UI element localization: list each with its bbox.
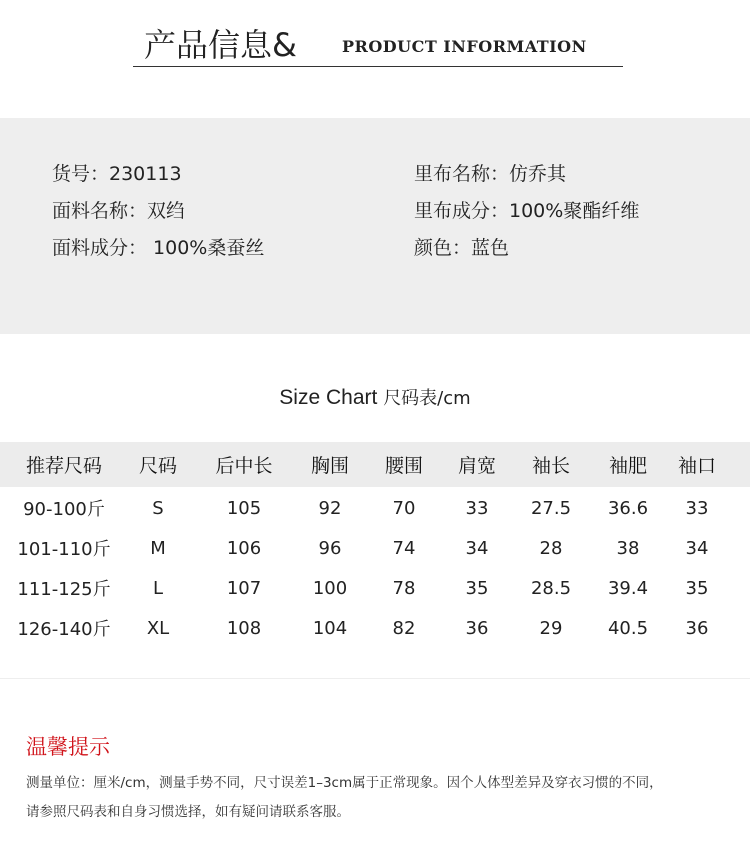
- size-chart-title: [0, 384, 750, 410]
- table-row: [0, 487, 750, 527]
- size-chart-title-en: Size Chart: [279, 386, 378, 409]
- table-cell: 108: [226, 617, 262, 639]
- info-item-lining-name: 里布名称：仿乔其: [414, 163, 567, 185]
- table-row: [0, 527, 750, 567]
- table-cell: 111-125斤: [17, 579, 111, 600]
- table-cell: S: [152, 497, 164, 519]
- table-cell: 104: [312, 617, 348, 639]
- table-cell: 40.5: [607, 617, 649, 639]
- header-cell-cuff: 袖口: [677, 455, 716, 477]
- table-cell: 36: [465, 617, 489, 639]
- table-cell: 101-110斤: [17, 539, 111, 560]
- header-cell-size: 尺码: [138, 455, 177, 477]
- header-cell-recommended: 推荐尺码: [25, 455, 102, 477]
- table-cell: 39.4: [607, 577, 649, 599]
- page-header: [0, 0, 750, 118]
- product-info-panel: [0, 118, 750, 334]
- header-cell-sleeve-length: 袖长: [531, 455, 570, 477]
- table-cell: 107: [226, 577, 262, 599]
- table-cell: 106: [226, 537, 262, 559]
- table-cell: L: [152, 577, 164, 599]
- header-cell-sleeve-width: 袖肥: [608, 455, 647, 477]
- table-cell: 74: [392, 537, 416, 559]
- section-divider: [0, 678, 750, 679]
- table-cell: 35: [685, 577, 709, 599]
- header-cell-shoulder: 肩宽: [457, 455, 496, 477]
- info-item-fabric-name: 面料名称：双绉: [52, 200, 186, 222]
- table-row: [0, 607, 750, 647]
- header-cell-back-length: 后中长: [215, 455, 273, 477]
- table-cell: 92: [318, 497, 342, 519]
- info-item-color: 颜色：蓝色: [414, 237, 510, 259]
- info-column-right: [414, 161, 639, 272]
- table-cell: 28.5: [530, 577, 572, 599]
- table-cell: 100: [312, 577, 348, 599]
- header-underline: [133, 66, 623, 67]
- table-cell: 90-100斤: [23, 499, 105, 520]
- table-cell: 36.6: [607, 497, 649, 519]
- header-cell-waist: 腰围: [384, 455, 423, 477]
- page-title: 产品信息&: [144, 26, 297, 64]
- size-chart-title-cn: 尺码表/cm: [383, 388, 471, 409]
- table-cell: 27.5: [530, 497, 572, 519]
- table-cell: 34: [685, 537, 709, 559]
- size-table: [0, 442, 750, 647]
- page-subtitle: PRODUCT INFORMATION: [342, 37, 587, 56]
- info-column-left: [52, 161, 264, 272]
- tips-text-line-1: 测量单位：厘米/cm，测量手势不同，尺寸误差1–3cm属于正常现象。因个人体型差异及穿衣习惯的不同，: [26, 775, 663, 791]
- info-item-fabric-composition: 面料成分： 100%桑蚕丝: [52, 237, 265, 259]
- table-cell: 35: [465, 577, 489, 599]
- size-table-header: [0, 442, 750, 487]
- table-cell: XL: [146, 617, 170, 639]
- table-cell: 38: [616, 537, 640, 559]
- table-cell: 82: [392, 617, 416, 639]
- header-cell-bust: 胸围: [310, 455, 349, 477]
- table-cell: 33: [465, 497, 489, 519]
- table-row: [0, 567, 750, 607]
- table-cell: 78: [392, 577, 416, 599]
- table-cell: 96: [318, 537, 342, 559]
- table-cell: M: [150, 537, 166, 559]
- table-cell: 105: [226, 497, 262, 519]
- tips-text-line-2: 请参照尺码表和自身习惯选择，如有疑问请联系客服。: [26, 804, 350, 820]
- table-cell: 126-140斤: [17, 619, 111, 640]
- table-cell: 70: [392, 497, 416, 519]
- table-cell: 29: [539, 617, 563, 639]
- info-item-lining-composition: 里布成分：100%聚酯纤维: [414, 200, 640, 222]
- table-cell: 33: [685, 497, 709, 519]
- info-item-sku: 货号：230113: [52, 163, 182, 185]
- tips-title: 温馨提示: [26, 735, 110, 759]
- table-cell: 28: [539, 537, 563, 559]
- table-cell: 36: [685, 617, 709, 639]
- table-cell: 34: [465, 537, 489, 559]
